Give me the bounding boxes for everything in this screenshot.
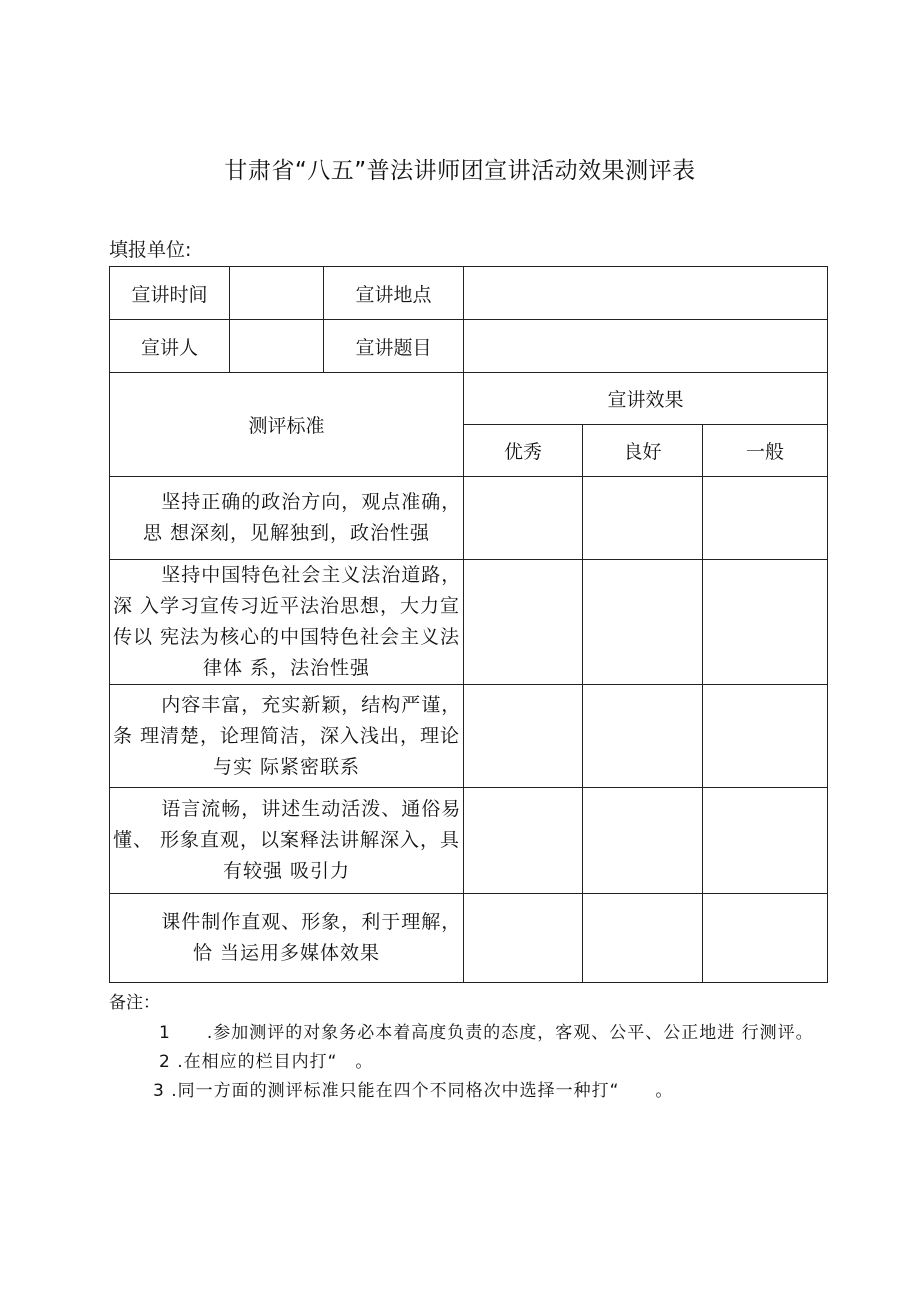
speaker-value-cell[interactable]	[230, 320, 324, 373]
grade-cell[interactable]	[464, 560, 583, 685]
criterion-3	[110, 685, 464, 788]
grade-cell[interactable]	[464, 685, 583, 788]
speaker-label: 宣讲人	[110, 320, 230, 373]
place-value-cell[interactable]	[464, 267, 828, 320]
topic-value-cell[interactable]	[464, 320, 828, 373]
note-item-2: 2 .在相应的栏目内打“ 。	[159, 1052, 374, 1072]
criterion-text: 语言流畅，讲述生动活泼、通俗易懂、 形象直观，以案释法讲解深入，具有较强 吸引力	[112, 798, 462, 882]
effect-header: 宣讲效果	[464, 373, 828, 425]
topic-label: 宣讲题目	[324, 320, 464, 373]
criterion-text: 坚持中国特色社会主义法治道路，深 入学习宣传习近平法治思想，大力宣传以 宪法为核心的中国特色社会主义法律体 系，法治性强	[112, 564, 462, 679]
reporting-unit-label: 填报单位:	[109, 239, 192, 261]
criterion-5	[110, 894, 464, 983]
criterion-text: 内容丰富，充实新颖，结构严谨，条 理清楚，论理简洁，深入浅出，理论与实 际紧密联系	[112, 693, 462, 778]
grade-cell[interactable]	[583, 788, 703, 894]
criterion-4	[110, 788, 464, 894]
grade-cell[interactable]	[583, 894, 703, 983]
criterion-1	[110, 477, 464, 560]
notes-header: 备注：	[109, 993, 160, 1013]
grade-cell[interactable]	[464, 894, 583, 983]
time-value-cell[interactable]	[230, 267, 324, 320]
note-item-1: 1 .参加测评的对象务必本着高度负责的态度，客观、公平、公正地进 行测评。	[159, 1023, 814, 1043]
grade-cell[interactable]	[583, 685, 703, 788]
criteria-header: 测评标准	[110, 373, 464, 477]
page-title: 甘肃省“八五”普法讲师团宣讲活动效果测评表	[224, 158, 696, 184]
notes-section	[109, 988, 821, 1106]
criterion-text: 课件制作直观、形象，利于理解，恰 当运用多媒体效果	[161, 911, 462, 964]
grade-average-header: 一般	[703, 425, 828, 477]
time-label: 宣讲时间	[110, 267, 230, 320]
evaluation-table	[109, 266, 828, 983]
grade-cell[interactable]	[703, 894, 828, 983]
grade-cell[interactable]	[703, 477, 828, 560]
grade-cell[interactable]	[703, 788, 828, 894]
grade-good-header: 良好	[583, 425, 703, 477]
criterion-2	[110, 560, 464, 685]
grade-cell[interactable]	[583, 477, 703, 560]
grade-excellent-header: 优秀	[464, 425, 583, 477]
place-label: 宣讲地点	[324, 267, 464, 320]
grade-cell[interactable]	[464, 788, 583, 894]
note-item-3: 3 .同一方面的测评标准只能在四个不同格次中选择一种打“ 。	[153, 1081, 674, 1101]
grade-cell[interactable]	[464, 477, 583, 560]
grade-cell[interactable]	[703, 685, 828, 788]
criterion-text: 坚持正确的政治方向，观点准确，思 想深刻，见解独到，政治性强	[142, 491, 462, 544]
grade-cell[interactable]	[583, 560, 703, 685]
grade-cell[interactable]	[703, 560, 828, 685]
